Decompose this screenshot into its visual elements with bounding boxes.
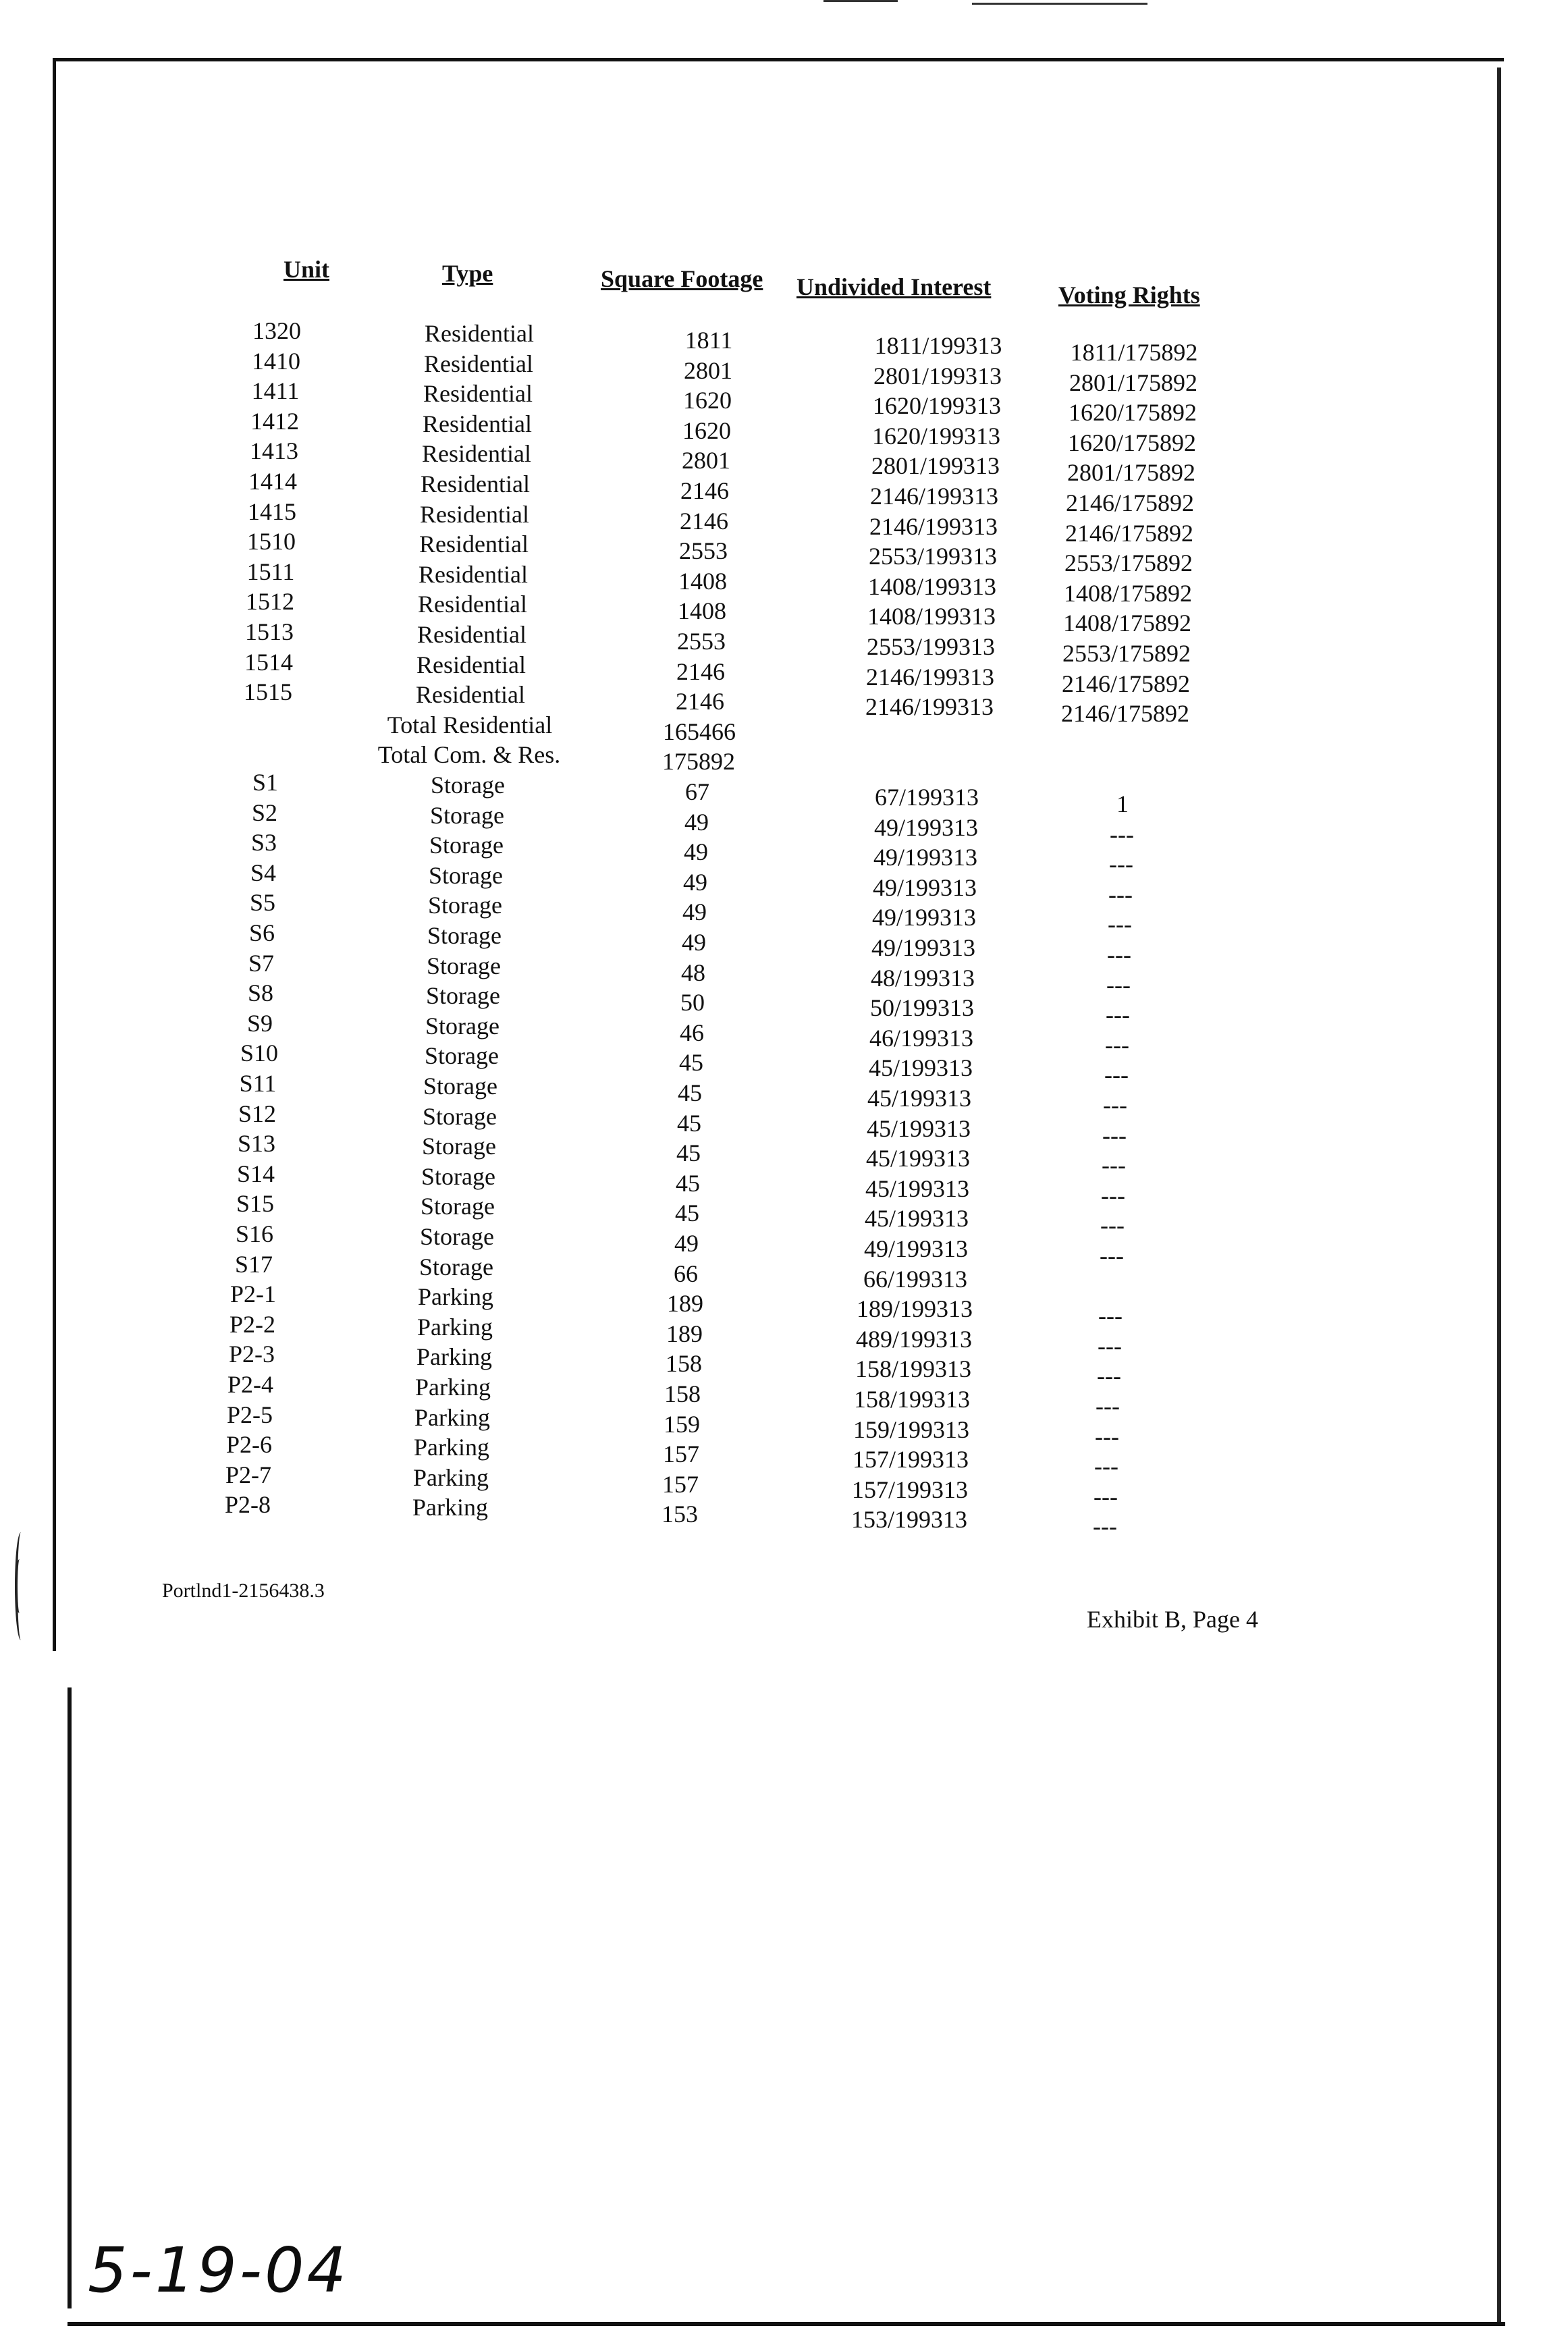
type-cell: Parking: [418, 1283, 493, 1311]
voting-rights-cell: ---: [1100, 1212, 1125, 1239]
unit-cell: 1515: [244, 678, 292, 706]
square-footage-cell: 45: [676, 1169, 700, 1197]
undivided-interest-cell: 1620/199313: [872, 392, 1001, 420]
type-cell: Storage: [427, 952, 501, 979]
voting-rights-cell: 2553/175892: [1062, 640, 1191, 667]
voting-rights-cell: ---: [1098, 1332, 1122, 1359]
voting-rights-cell: ---: [1110, 820, 1134, 848]
unit-cell: 1512: [246, 588, 294, 616]
type-cell: Parking: [414, 1403, 490, 1431]
unit-cell: 1413: [250, 437, 298, 465]
undivided-interest-cell: 1408/199313: [867, 603, 996, 630]
unit-cell: 1513: [245, 618, 294, 645]
type-cell: Total Residential: [387, 711, 553, 738]
header-voting-rights: Voting Rights: [1058, 281, 1200, 308]
page-border-bottom: [67, 2322, 1505, 2326]
type-cell: Storage: [422, 1133, 496, 1160]
header-type: Type: [442, 260, 493, 287]
undivided-interest-cell: 49/199313: [863, 1235, 968, 1262]
square-footage-cell: 49: [684, 808, 709, 836]
voting-rights-cell: ---: [1093, 1513, 1117, 1540]
voting-rights-cell: ---: [1104, 1061, 1129, 1089]
undivided-interest-cell: 158/199313: [853, 1386, 970, 1413]
undivided-interest-cell: 158/199313: [855, 1355, 971, 1383]
type-cell: Residential: [423, 410, 532, 437]
unit-cell: S17: [234, 1250, 273, 1278]
voting-rights-cell: ---: [1094, 1453, 1118, 1480]
type-cell: Storage: [427, 922, 502, 949]
square-footage-cell: 46: [680, 1019, 704, 1046]
square-footage-cell: 49: [683, 868, 707, 896]
type-cell: Residential: [419, 531, 529, 558]
undivided-interest-cell: 159/199313: [853, 1415, 969, 1443]
square-footage-cell: 2146: [680, 477, 729, 504]
square-footage-cell: 45: [677, 1109, 701, 1137]
page-border-left-lower: [67, 1687, 72, 2308]
undivided-interest-cell: 49/199313: [873, 813, 978, 841]
unit-cell: S11: [239, 1070, 277, 1097]
square-footage-cell: 158: [666, 1350, 702, 1378]
square-footage-cell: 67: [685, 778, 709, 805]
type-cell: Residential: [420, 500, 529, 528]
voting-rights-cell: 1408/175892: [1062, 610, 1191, 637]
unit-cell: S15: [236, 1190, 275, 1218]
undivided-interest-cell: 1408/199313: [867, 572, 996, 600]
type-cell: Storage: [420, 1223, 494, 1250]
undivided-interest-cell: 49/199313: [873, 844, 977, 871]
unit-cell: 1511: [246, 558, 295, 585]
type-cell: Storage: [423, 1073, 497, 1100]
undivided-interest-cell: 45/199313: [864, 1205, 969, 1233]
unit-cell: S3: [250, 829, 277, 857]
type-cell: Residential: [422, 440, 531, 468]
voting-rights-cell: 2146/175892: [1065, 489, 1194, 516]
scan-artifact: [823, 0, 898, 2]
undivided-interest-cell: 67/199313: [874, 784, 979, 811]
unit-cell: 1510: [247, 528, 296, 556]
square-footage-cell: 1408: [678, 597, 726, 625]
type-cell: Residential: [425, 320, 534, 347]
square-footage-cell: 48: [681, 958, 705, 986]
voting-rights-cell: ---: [1097, 1362, 1121, 1390]
square-footage-cell: 2801: [682, 447, 730, 475]
voting-rights-cell: ---: [1102, 1121, 1127, 1149]
square-footage-cell: 2553: [679, 537, 728, 565]
square-footage-cell: 189: [666, 1320, 703, 1347]
voting-rights-cell: ---: [1101, 1181, 1125, 1209]
voting-rights-cell: ---: [1093, 1482, 1118, 1510]
undivided-interest-cell: 2553/199313: [866, 633, 995, 660]
square-footage-cell: 2801: [684, 356, 732, 384]
voting-rights-cell: 1811/175892: [1070, 339, 1198, 366]
square-footage-cell: 2146: [676, 688, 724, 715]
unit-cell: 1415: [248, 497, 296, 525]
square-footage-cell: 158: [664, 1380, 701, 1407]
voting-rights-cell: 2146/175892: [1060, 700, 1189, 728]
table-row: [0, 737, 1568, 776]
voting-rights-cell: ---: [1108, 880, 1133, 908]
square-footage-cell: 175892: [662, 748, 735, 776]
undivided-interest-cell: 45/199313: [865, 1145, 970, 1172]
square-footage-cell: 49: [682, 898, 707, 926]
undivided-interest-cell: 2801/199313: [873, 362, 1002, 389]
type-cell: Residential: [421, 470, 530, 497]
voting-rights-cell: 2146/175892: [1064, 519, 1193, 547]
voting-rights-cell: 1620/175892: [1068, 399, 1197, 427]
unit-cell: P2-1: [229, 1280, 276, 1308]
scan-artifact: [972, 3, 1147, 5]
undivided-interest-cell: 2553/199313: [868, 543, 997, 570]
square-footage-cell: 45: [676, 1139, 701, 1167]
unit-cell: S4: [250, 859, 277, 886]
square-footage-cell: 1620: [682, 416, 731, 444]
undivided-interest-cell: 157/199313: [852, 1446, 969, 1474]
square-footage-cell: 157: [663, 1440, 699, 1468]
unit-cell: S7: [248, 949, 275, 977]
voting-rights-cell: ---: [1105, 1031, 1129, 1058]
square-footage-cell: 153: [661, 1501, 698, 1528]
unit-cell: P2-7: [225, 1461, 271, 1488]
voting-rights-cell: 2553/175892: [1064, 549, 1193, 577]
square-footage-cell: 189: [667, 1290, 703, 1318]
undivided-interest-cell: 49/199313: [871, 934, 975, 961]
voting-rights-cell: 2801/175892: [1066, 459, 1195, 487]
unit-cell: 1320: [252, 317, 301, 344]
unit-cell: S5: [249, 889, 276, 917]
unit-cell: 1414: [248, 468, 297, 495]
undivided-interest-cell: 1811/199313: [874, 332, 1002, 359]
type-cell: Residential: [424, 350, 533, 377]
undivided-interest-cell: 153/199313: [850, 1506, 967, 1534]
header-undivided-interest: Undivided Interest: [796, 273, 992, 300]
unit-cell: P2-6: [225, 1431, 272, 1459]
type-cell: Residential: [416, 681, 525, 709]
type-cell: Storage: [429, 832, 504, 859]
unit-cell: S13: [237, 1130, 276, 1158]
unit-cell: 1410: [252, 347, 300, 375]
voting-rights-cell: ---: [1108, 911, 1132, 938]
unit-cell: P2-2: [229, 1310, 275, 1338]
voting-rights-cell: ---: [1103, 1091, 1127, 1118]
voting-rights-cell: 1620/175892: [1067, 429, 1196, 456]
header-square-footage: Square Footage: [601, 265, 763, 292]
square-footage-cell: 1811: [684, 327, 733, 354]
unit-cell: S2: [251, 799, 278, 826]
type-cell: Residential: [416, 651, 526, 678]
type-cell: Parking: [417, 1313, 493, 1341]
square-footage-cell: 2146: [680, 507, 728, 535]
voting-rights-cell: 1408/175892: [1063, 579, 1192, 607]
unit-cell: 1411: [251, 377, 300, 405]
type-cell: Residential: [418, 560, 528, 588]
type-cell: Parking: [414, 1434, 489, 1461]
unit-cell: S12: [238, 1100, 277, 1127]
square-footage-cell: 1408: [678, 567, 727, 595]
unit-cell: P2-5: [226, 1401, 273, 1428]
type-cell: Storage: [425, 1042, 499, 1070]
unit-cell: S9: [246, 1009, 273, 1037]
unit-cell: S6: [248, 919, 275, 946]
unit-cell: S16: [235, 1220, 274, 1247]
undivided-interest-cell: 157/199313: [851, 1476, 968, 1503]
undivided-interest-cell: 49/199313: [871, 904, 976, 931]
document-id: Portlnd1-2156438.3: [162, 1579, 325, 1602]
header-unit: Unit: [283, 256, 330, 283]
unit-cell: 1412: [250, 407, 299, 435]
square-footage-cell: 50: [680, 989, 705, 1017]
type-cell: Storage: [421, 1193, 495, 1220]
type-cell: Storage: [425, 1012, 499, 1039]
unit-cell: S1: [252, 769, 279, 796]
square-footage-cell: 45: [675, 1199, 699, 1227]
undivided-interest-cell: 50/199313: [869, 994, 974, 1022]
type-cell: Storage: [431, 772, 505, 799]
unit-cell: 1514: [244, 648, 293, 676]
type-cell: Parking: [415, 1374, 491, 1401]
table-row: [0, 707, 1568, 745]
undivided-interest-cell: 46/199313: [869, 1024, 973, 1052]
voting-rights-cell: 2801/175892: [1069, 369, 1197, 396]
voting-rights-cell: ---: [1096, 1393, 1120, 1420]
unit-cell: S10: [240, 1039, 279, 1067]
type-cell: Residential: [417, 621, 526, 648]
undivided-interest-cell: 45/199313: [868, 1054, 973, 1082]
handwritten-date: 5-19-04: [88, 2234, 350, 2306]
undivided-interest-cell: 2146/199313: [869, 512, 998, 540]
type-cell: Storage: [423, 1102, 497, 1130]
voting-rights-cell: ---: [1100, 1242, 1124, 1269]
square-footage-cell: 159: [664, 1410, 700, 1438]
voting-rights-cell: ---: [1106, 1001, 1130, 1029]
undivided-interest-cell: 66/199313: [863, 1265, 967, 1293]
undivided-interest-cell: 189/199313: [856, 1295, 973, 1323]
voting-rights-cell: 1: [1116, 790, 1129, 817]
type-cell: Parking: [416, 1343, 492, 1371]
table-row: [0, 1249, 1568, 1293]
undivided-interest-cell: 2801/199313: [871, 452, 1000, 480]
undivided-interest-cell: 2146/199313: [869, 483, 998, 510]
unit-cell: P2-4: [227, 1371, 273, 1398]
unit-cell: S14: [236, 1160, 275, 1187]
undivided-interest-cell: 45/199313: [867, 1085, 971, 1112]
type-cell: Storage: [426, 982, 500, 1010]
square-footage-cell: 165466: [663, 718, 736, 745]
voting-rights-cell: ---: [1109, 850, 1133, 878]
type-cell: Storage: [430, 801, 504, 829]
unit-cell: P2-3: [228, 1341, 275, 1368]
voting-rights-cell: ---: [1107, 941, 1131, 968]
type-cell: Storage: [419, 1253, 493, 1280]
square-footage-cell: 49: [682, 929, 706, 956]
voting-rights-cell: ---: [1102, 1152, 1126, 1179]
exhibit-page-label: Exhibit B, Page 4: [1087, 1606, 1258, 1633]
square-footage-cell: 49: [684, 838, 708, 866]
undivided-interest-cell: 45/199313: [865, 1174, 969, 1202]
page-border-top: [53, 58, 1504, 61]
square-footage-cell: 45: [678, 1079, 702, 1106]
square-footage-cell: 66: [674, 1260, 698, 1287]
square-footage-cell: 45: [679, 1049, 703, 1077]
square-footage-cell: 49: [674, 1230, 699, 1257]
undivided-interest-cell: 489/199313: [855, 1325, 972, 1353]
table-row: [0, 1490, 1568, 1540]
scan-artifact: [15, 1559, 24, 1613]
type-cell: Residential: [418, 591, 527, 618]
type-cell: Parking: [412, 1494, 488, 1521]
undivided-interest-cell: 49/199313: [872, 873, 977, 901]
unit-cell: S8: [247, 979, 274, 1007]
undivided-interest-cell: 2146/199313: [865, 693, 994, 721]
square-footage-cell: 1620: [683, 387, 732, 414]
unit-cell: P2-8: [224, 1491, 271, 1519]
undivided-interest-cell: 1620/199313: [871, 422, 1000, 450]
type-cell: Storage: [429, 861, 503, 889]
voting-rights-cell: 2146/175892: [1061, 670, 1190, 697]
undivided-interest-cell: 45/199313: [866, 1114, 971, 1142]
voting-rights-cell: ---: [1098, 1302, 1123, 1330]
square-footage-cell: 2146: [676, 657, 725, 685]
undivided-interest-cell: 2146/199313: [865, 663, 994, 691]
square-footage-cell: 157: [662, 1470, 699, 1498]
type-cell: Storage: [428, 892, 502, 919]
type-cell: Parking: [413, 1463, 489, 1491]
type-cell: Total Com. & Res.: [377, 741, 561, 769]
type-cell: Storage: [421, 1162, 495, 1190]
type-cell: Residential: [423, 380, 533, 408]
voting-rights-cell: ---: [1095, 1422, 1119, 1450]
undivided-interest-cell: 48/199313: [870, 964, 975, 992]
square-footage-cell: 2553: [677, 628, 726, 655]
voting-rights-cell: ---: [1106, 971, 1131, 998]
